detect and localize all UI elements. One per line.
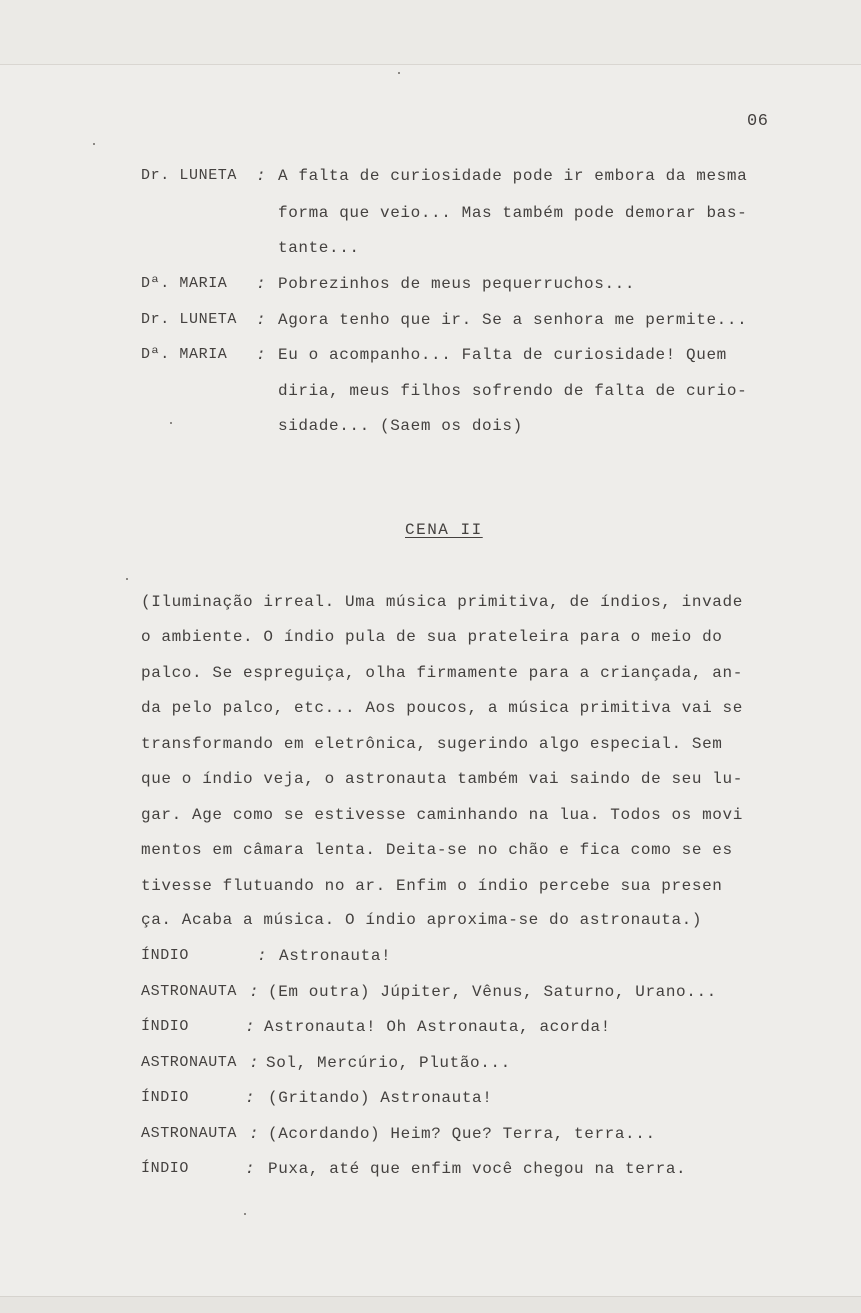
- speaker-colon: :: [256, 275, 266, 293]
- speaker-colon: :: [256, 311, 266, 329]
- paper-speck: [398, 72, 400, 74]
- speaker-colon: :: [256, 346, 266, 364]
- stage-direction-line: que o índio veja, o astronauta também vai saindo de seu lu-: [141, 770, 743, 788]
- speaker-indio: ÍNDIO: [141, 1160, 190, 1177]
- speaker-indio: ÍNDIO: [141, 1089, 190, 1106]
- paper-speck: [170, 422, 172, 424]
- stage-direction-line: (Iluminação irreal. Uma música primitiva, de índios, invade: [141, 593, 743, 611]
- scene-title: CENA II: [405, 521, 483, 539]
- stage-direction-line: da pelo palco, etc... Aos poucos, a música primitiva vai se: [141, 699, 743, 717]
- paper-speck: [126, 578, 128, 580]
- dialogue-line: Pobrezinhos de meus pequerruchos...: [278, 275, 636, 293]
- stage-direction-line: palco. Se espreguiça, olha firmamente para a criançada, an-: [141, 664, 743, 682]
- dialogue-line: (Acordando) Heim? Que? Terra, terra...: [268, 1125, 656, 1143]
- scan-bottom-edge: [0, 1296, 861, 1313]
- speaker-colon: :: [249, 1054, 259, 1072]
- dialogue-line: sidade... (Saem os dois): [278, 417, 523, 435]
- dialogue-line: Agora tenho que ir. Se a senhora me permite...: [278, 311, 748, 329]
- speaker-colon: :: [249, 983, 259, 1001]
- scan-top-edge: [0, 0, 861, 65]
- stage-direction-line: ça. Acaba a música. O índio aproxima-se do astronauta.): [141, 911, 703, 929]
- stage-direction-line: transformando em eletrônica, sugerindo algo especial. Sem: [141, 735, 723, 753]
- speaker-colon: :: [245, 1089, 255, 1107]
- speaker-colon: :: [245, 1018, 255, 1036]
- dialogue-line: Eu o acompanho... Falta de curiosidade! Quem: [278, 346, 727, 364]
- stage-direction-line: mentos em câmara lenta. Deita-se no chão e fica como se es: [141, 841, 733, 859]
- speaker-colon: :: [257, 947, 267, 965]
- speaker-da-maria: Dª. MARIA: [141, 346, 228, 363]
- speaker-dr-luneta: Dr. LUNETA: [141, 167, 238, 184]
- dialogue-line: (Em outra) Júpiter, Vênus, Saturno, Urano...: [268, 983, 717, 1001]
- dialogue-line: Puxa, até que enfim você chegou na terra.: [268, 1160, 687, 1178]
- dialogue-line: A falta de curiosidade pode ir embora da mesma: [278, 167, 748, 185]
- speaker-da-maria: Dª. MARIA: [141, 275, 228, 292]
- speaker-indio: ÍNDIO: [141, 947, 190, 964]
- speaker-dr-luneta: Dr. LUNETA: [141, 311, 238, 328]
- stage-direction-line: tivesse flutuando no ar. Enfim o índio percebe sua presen: [141, 877, 723, 895]
- dialogue-line: forma que veio... Mas também pode demorar bas-: [278, 204, 748, 222]
- speaker-astronauta: ASTRONAUTA: [141, 1125, 238, 1142]
- speaker-astronauta: ASTRONAUTA: [141, 983, 238, 1000]
- speaker-colon: :: [245, 1160, 255, 1178]
- paper-speck: [93, 143, 95, 145]
- dialogue-line: tante...: [278, 239, 360, 257]
- speaker-colon: :: [249, 1125, 259, 1143]
- dialogue-line: Astronauta!: [279, 947, 392, 965]
- dialogue-line: Sol, Mercúrio, Plutão...: [266, 1054, 511, 1072]
- dialogue-line: Astronauta! Oh Astronauta, acorda!: [264, 1018, 611, 1036]
- stage-direction-line: gar. Age como se estivesse caminhando na lua. Todos os movi: [141, 806, 743, 824]
- dialogue-line: diria, meus filhos sofrendo de falta de curio-: [278, 382, 748, 400]
- paper-speck: [244, 1213, 246, 1215]
- page-number: 06: [747, 112, 769, 131]
- dialogue-line: (Gritando) Astronauta!: [268, 1089, 493, 1107]
- speaker-indio: ÍNDIO: [141, 1018, 190, 1035]
- speaker-astronauta: ASTRONAUTA: [141, 1054, 238, 1071]
- stage-direction-line: o ambiente. O índio pula de sua prateleira para o meio do: [141, 628, 723, 646]
- speaker-colon: :: [256, 167, 266, 185]
